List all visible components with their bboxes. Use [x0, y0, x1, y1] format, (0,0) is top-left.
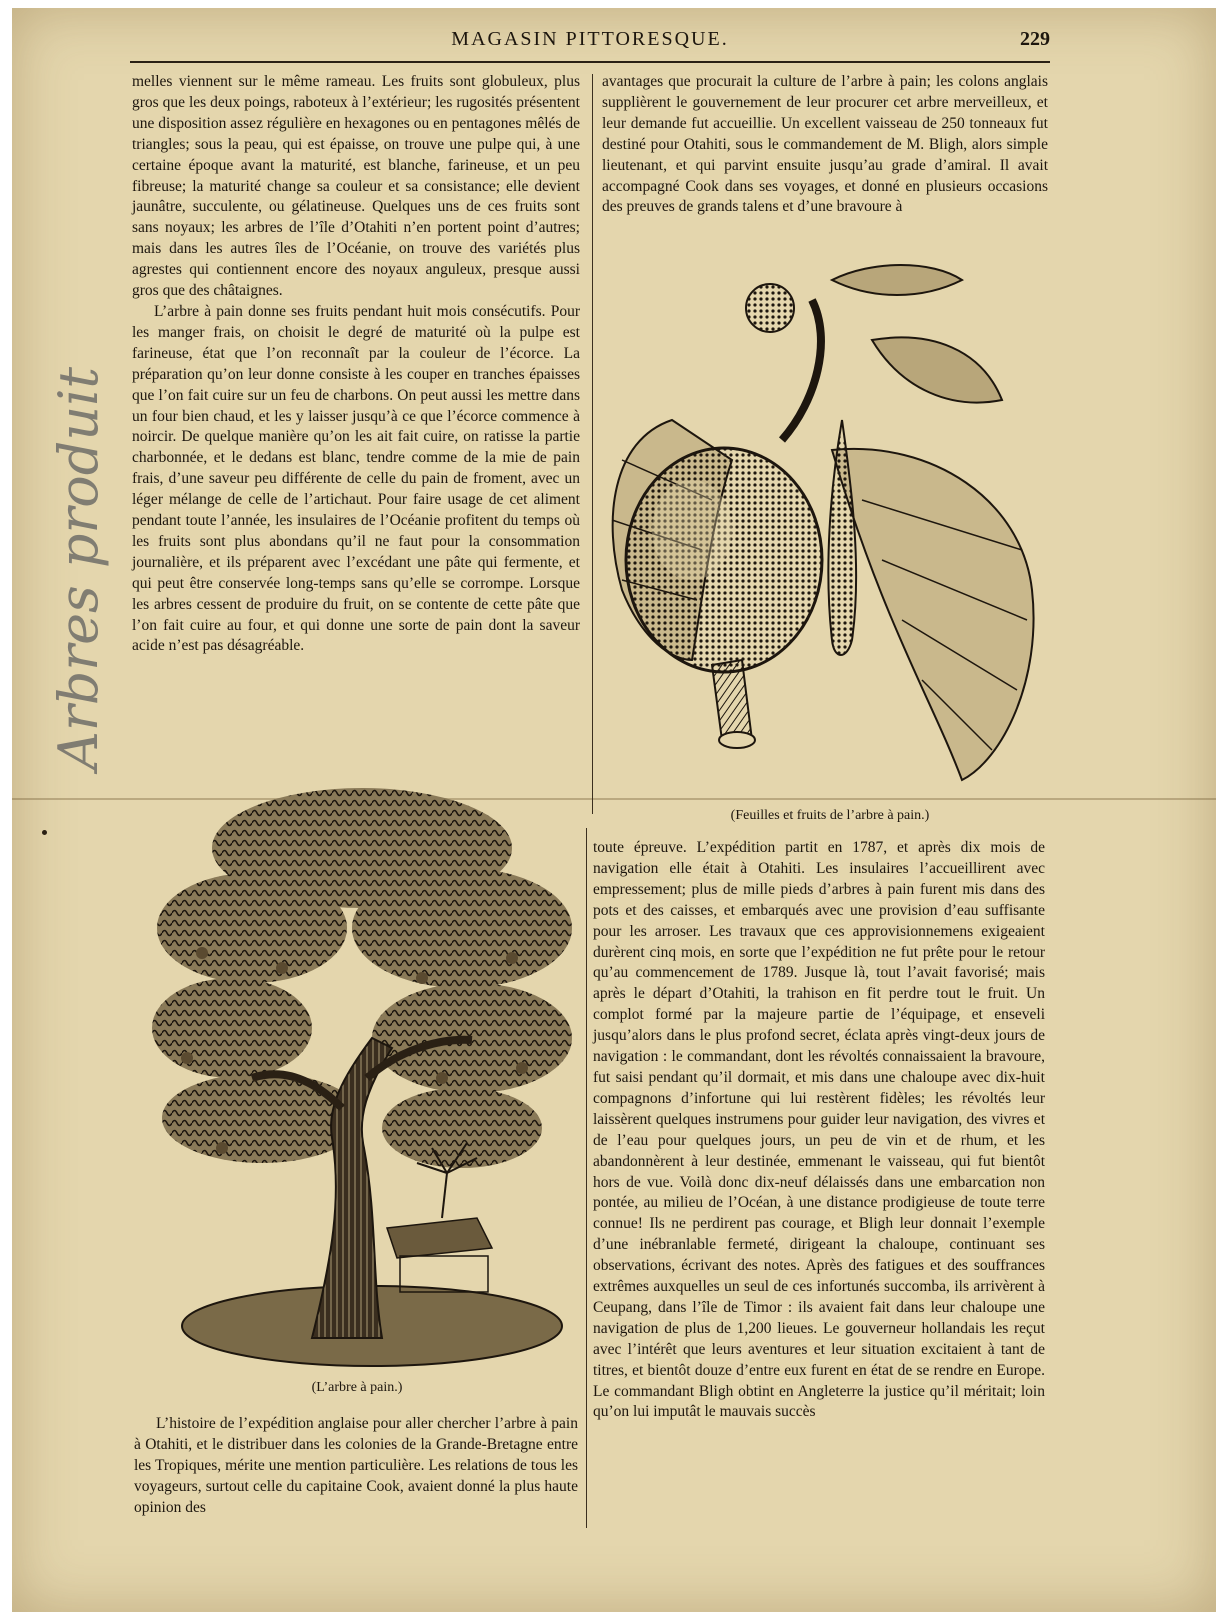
ink-dot — [42, 830, 47, 835]
page-number: 229 — [1020, 28, 1050, 50]
right-column-bottom-text — [593, 838, 1045, 1423]
magazine-title: MAGASIN PITTORESQUE. — [451, 28, 729, 50]
paragraph: L’histoire de l’expédition anglaise pour aller chercher l’arbre à pain à Otahiti, et le distribuer dans les colonies de la Grande-Bretagne entre les Tropiques, mérite une mention particulière. Les relations de tous les voyageurs, surtout celle du capitaine Cook, avaient donné la plus haute opinion des — [134, 1415, 578, 1516]
breadfruit-tree-drawing — [142, 778, 582, 1373]
margin-note-text: Arbres produit — [47, 366, 111, 770]
breadfruit-tree-illustration — [142, 778, 582, 1373]
breadfruit-branch-drawing — [602, 260, 1052, 805]
paragraph: toute épreuve. L’expédition partit en 1787, et après dix mois de navigation elle était à Otahiti. Les insulaires l’accueillirent avec empressement; plus de mille pieds d’arbres à pain furent mis dans des pots et des caisses, et embarqués avec une provision d’eau suffisante pour les arroser. Les travaux que ces approvisionnemens exigeaient durèrent cinq mois, en sorte que l’expédition ne fut prête pour le retour qu’au commencement de 1789. Jusque là, tout l’avait favorisé; mais après le départ d’Otahiti, la trahison en fit perdre tout le fruit. Un complot formé par la majeure partie de l’équipage, et enseveli jusqu’alors dans le plus profond secret, éclata après vingt-deux jours de navigation : le commandant, dont les révoltés connaissaient la bravoure, fut saisi pendant qu’il dormait, et mis dans une chaloupe avec dix-huit compagnons d’infortune qui lui restèrent fidèles; les révoltés leur laissèrent quelques instrumens pour guider leur navigation, des vivres et de l’eau pour quelques jours, un peu de vin et de rhum, et les abandonnèrent à leur destinée, emmenant le vaisseau, qui fut bientôt hors de vue. Voilà donc dix-neuf délaissés dans une embarcation non pontée, au milieu de l’Océan, à une distance prodigieuse de toute terre connue! Ils ne perdirent pas courage, et Bligh leur donnait l’exemple d’une inébranlable fermeté, dirigeant la chaloupe, continuant ses observations, écrivant des notes. Après des fatigues et des souffrances extrêmes auxquelles un seul de ces infortunés succomba, ils arrivèrent à Ceupang, dans l’île de Timor : ils avaient fait dans leur chaloupe une navigation de plus de 1,200 lieues. Le gouverneur hollandais les reçut avec l’intérêt que leurs aventures et leur situation excitaient à tant de titres, et bientôt douze d’entre eux furent en état de se rendre en Europe. Le commandant Bligh obtint en Angleterre la justice qu’il méritait; loin qu’on lui imputât le mauvais succès — [593, 839, 1045, 1421]
right-column-top-text — [602, 72, 1048, 218]
paragraph: avantages que procurait la culture de l’arbre à pain; les colons anglais supplièrent le gouvernement de leur procurer cet arbre merveilleux, et leur demande fut accueillie. Un excellent vaisseau de 250 tonneaux fut destiné pour Otahiti, sous le commandement de M. Bligh, alors simple lieutenant, et qui parvint ensuite jusqu’au grade d’amiral. Il avait accompagné Cook dans ses voyages, et donné en plusieurs occasions des preuves de grands talens et d’une bravoure à — [602, 73, 1048, 216]
paragraph: L’arbre à pain donne ses fruits pendant huit mois consécutifs. Pour les manger frais, on choisit le degré de maturité où la pulpe est farineuse, état que l’on reconnaît par la couleur de l’écorce. La préparation qu’on leur donne consiste à les couper en tranches épaisses que l’on fait cuire sur un feu de charbons. On peut aussi les mettre dans un four bien chaud, et les y laisser jusqu’à ce que l’écorce commence à noircir. De quelque manière qu’on les ait fait cuire, on ratisse la partie charbonnée, et le dedans est blanc, tendre comme de la mie de pain frais, d’une saveur peu différente de celle du pain de froment, avec un léger mélange de celle de l’artichaut. Pour faire usage de cet aliment pendant toute l’année, les insulaires de l’Océanie profitent du temps où les fruits sont plus abondans qu’il ne faut pour la consommation journalière, et ils préparent avec l’excédant une pâte qui fermente, et qui peut être conservée long-temps sans qu’elle se corrompe. Lorsque les arbres cessent de produire du fruit, on se contente de cette pâte que l’on fait cuire au four, et qui donne une sorte de pain dont la saveur acide n’est pas désagréable. — [132, 302, 580, 655]
column-divider-bottom — [586, 828, 587, 1528]
pencil-margin-note — [34, 366, 124, 770]
fruit-caption: (Feuilles et fruits de l’arbre à pain.) — [730, 808, 930, 823]
page-header — [130, 28, 1050, 56]
left-column-top-text — [132, 72, 580, 657]
left-column-bottom-text — [134, 1414, 578, 1519]
column-divider-top — [592, 74, 593, 814]
tree-caption: (L’arbre à pain.) — [311, 1380, 403, 1395]
breadfruit-branch-illustration — [602, 260, 1052, 805]
paragraph: melles viennent sur le même rameau. Les fruits sont globuleux, plus gros que les deux poings, raboteux à l’extérieur; les rugosités présentent une disposition assez régulière en hexagones ou en pentagones mêlés de triangles; sous la peau, qui est épaisse, on trouve une pulpe qui, à une certaine époque avant la maturité, est blanche, farineuse, et un peu fibreuse; la maturité change sa couleur et sa consistance; elle devient jaunâtre, succulente, ou gélatineuse. Quelques uns de ces fruits sont sans noyaux; les arbres de l’île d’Otahiti n’en portent point d’autres; mais dans les autres îles de l’Océanie, on trouve des variétés plus agrestes qui contiennent encore des noyaux anguleux, presque aussi gros que des châtaignes. — [132, 73, 580, 300]
header-rule — [130, 61, 1050, 63]
magazine-page — [12, 8, 1216, 1612]
